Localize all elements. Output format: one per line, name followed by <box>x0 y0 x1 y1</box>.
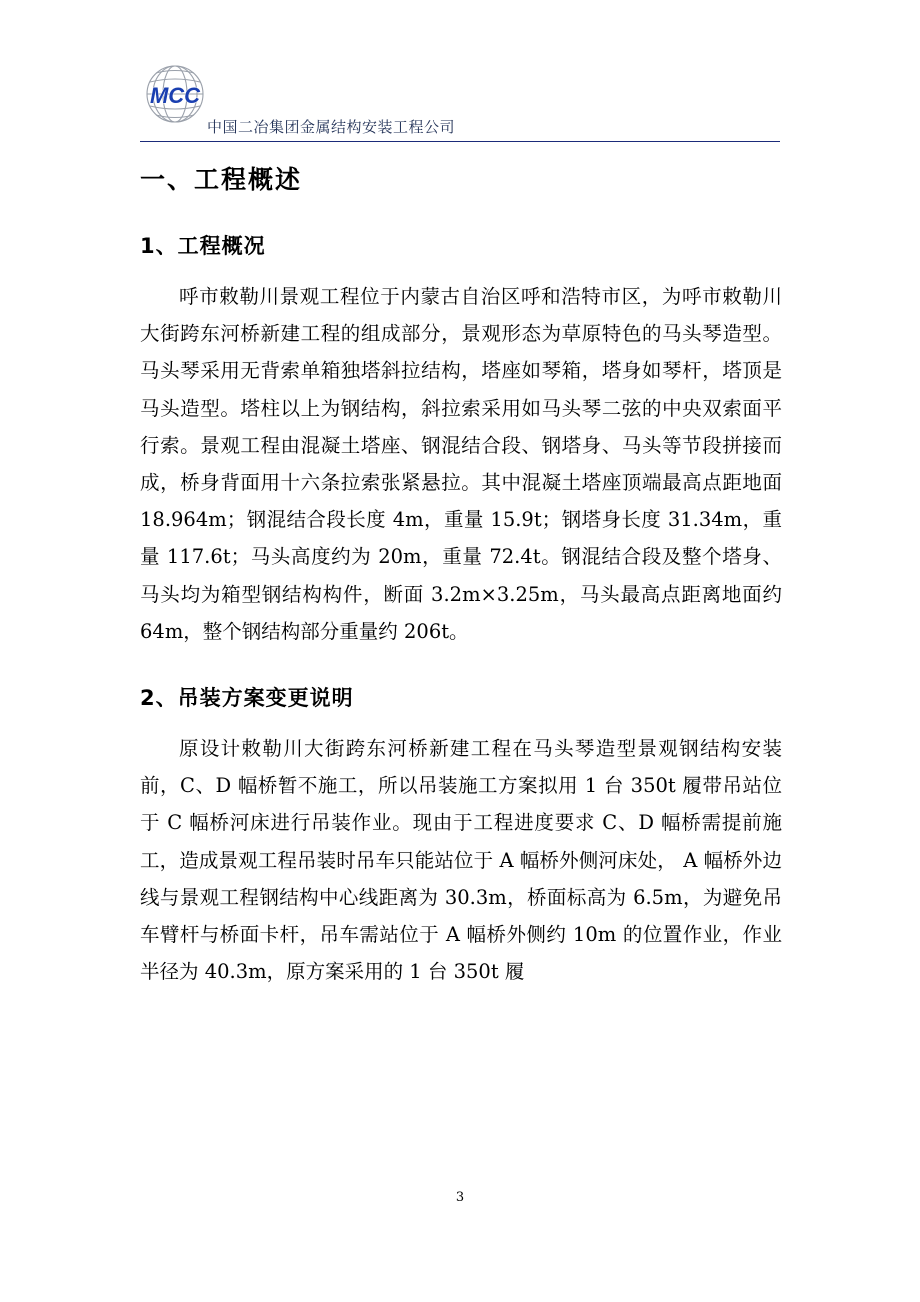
header-divider <box>140 141 780 142</box>
document-body <box>140 158 782 990</box>
page-header <box>0 0 920 145</box>
change-paragraph: 原设计敕勒川大街跨东河桥新建工程在马头琴造型景观钢结构安装前，C、D 幅桥暂不施工，所以吊装施工方案拟用 1 台 350t 履带吊站位于 C 幅桥河床进行吊装作业。现由于工程进度要求 C、D 幅桥需提前施工，造成景观工程吊装时吊车只能站位于 A 幅桥外侧河床处， A 幅桥外边线与景观工程钢结构中心线距离为 30.3m，桥面标高为 6.5m，为避免吊车臂杆与桥面卡杆，吊车需站位于 A 幅桥外侧约 10m 的位置作业，作业半径为 40.3m，原方案采用的 1 台 350t 履 <box>140 737 782 984</box>
company-name: 中国二冶集团金属结构安装工程公司 <box>207 118 456 136</box>
globe-logo-icon <box>140 62 210 126</box>
section-title: 一、工程概述 <box>140 165 303 194</box>
overview-paragraph: 呼市敕勒川景观工程位于内蒙古自治区呼和浩特市区，为呼市敕勒川大街跨东河桥新建工程的组成部分，景观形态为草原特色的马头琴造型。马头琴采用无背索单箱独塔斜拉结构，塔座如琴箱，塔身如琴杆，塔顶是马头造型。塔柱以上为钢结构，斜拉索采用如马头琴二弦的中央双索面平行索。景观工程由混凝土塔座、钢混结合段、钢塔身、马头等节段拼接而成，桥身背面用十六条拉索张紧悬拉。其中混凝土塔座顶端最高点距地面 18.964m；钢混结合段长度 4m，重量 15.9t；钢塔身长度 31.34m，重量 117.6t；马头高度约为 20m，重量 72.4t。钢混结合段及整个塔身、马头均为箱型钢结构构件，断面 3.2m×3.25m，马头最高点距离地面约 64m，整个钢结构部分重量约 206t。 <box>140 285 782 643</box>
mcc-logo <box>140 62 210 126</box>
logo-text: MCC <box>149 83 201 108</box>
page-number: 3 <box>455 1190 465 1205</box>
subsection-title-overview: 1、工程概况 <box>140 234 266 258</box>
subsection-title-change: 2、吊装方案变更说明 <box>140 686 354 711</box>
